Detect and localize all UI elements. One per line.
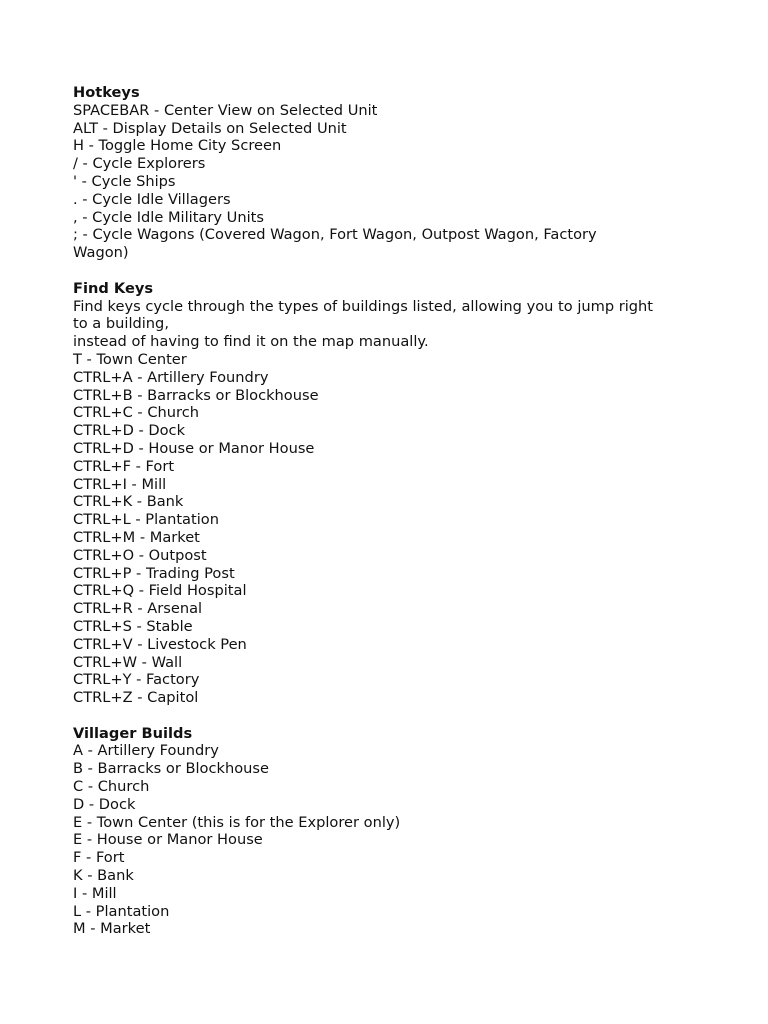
find-key-line: CTRL+I - Mill: [73, 475, 167, 493]
find-key-line: CTRL+O - Outpost: [73, 546, 207, 564]
find-key-line: CTRL+Z - Capitol: [73, 689, 199, 707]
hotkeys-section: [73, 84, 713, 262]
hotkey-line: H - Toggle Home City Screen: [73, 137, 282, 155]
hotkeys-heading: Hotkeys: [73, 84, 140, 101]
find-key-line: CTRL+Q - Field Hospital: [73, 582, 247, 600]
villager-build-line: E - Town Center (this is for the Explorer only): [73, 813, 401, 831]
find-key-line: CTRL+S - Stable: [73, 617, 193, 635]
villager-build-line: D - Dock: [73, 795, 136, 813]
hotkey-line: Wagon): [73, 244, 129, 262]
find-key-line: CTRL+M - Market: [73, 528, 200, 546]
find-key-line: CTRL+P - Trading Post: [73, 564, 235, 582]
find-key-line: CTRL+V - Livestock Pen: [73, 635, 247, 653]
villager-build-line: L - Plantation: [73, 902, 170, 920]
find-key-line: CTRL+F - Fort: [73, 457, 175, 475]
document-page: [73, 84, 713, 938]
find-keys-intro-line: to a building,: [73, 315, 169, 333]
hotkey-line: SPACEBAR - Center View on Selected Unit: [73, 101, 378, 119]
villager-build-line: C - Church: [73, 778, 150, 796]
villager-builds-section: [73, 725, 713, 939]
find-keys-section: [73, 280, 713, 707]
find-key-line: CTRL+K - Bank: [73, 493, 184, 511]
villager-build-line: E - House or Manor House: [73, 831, 263, 849]
hotkey-line: / - Cycle Explorers: [73, 155, 206, 173]
find-key-line: CTRL+L - Plantation: [73, 511, 219, 529]
find-key-line: CTRL+C - Church: [73, 404, 199, 422]
find-key-line: CTRL+B - Barracks or Blockhouse: [73, 386, 319, 404]
find-key-line: CTRL+R - Arsenal: [73, 600, 203, 618]
villager-builds-heading: Villager Builds: [73, 724, 193, 742]
find-key-line: CTRL+W - Wall: [73, 653, 183, 671]
villager-build-line: K - Bank: [73, 867, 134, 885]
hotkey-line: ; - Cycle Wagons (Covered Wagon, Fort Wagon, Outpost Wagon, Factory: [73, 226, 597, 244]
villager-build-line: I - Mill: [73, 884, 117, 902]
find-key-line: CTRL+D - Dock: [73, 422, 186, 440]
find-key-line: CTRL+Y - Factory: [73, 671, 200, 689]
find-keys-intro-line: Find keys cycle through the types of buildings listed, allowing you to jump right: [73, 297, 654, 315]
section-spacer: [73, 707, 713, 725]
villager-build-line: F - Fort: [73, 849, 125, 867]
find-keys-heading: Find Keys: [73, 279, 154, 297]
hotkey-line: , - Cycle Idle Military Units: [73, 208, 264, 226]
hotkey-line: . - Cycle Idle Villagers: [73, 190, 231, 208]
hotkey-line: ' - Cycle Ships: [73, 172, 176, 190]
find-key-line: CTRL+A - Artillery Foundry: [73, 368, 269, 386]
villager-build-line: A - Artillery Foundry: [73, 742, 219, 760]
find-keys-intro-line: instead of having to find it on the map manually.: [73, 333, 429, 351]
hotkey-line: ALT - Display Details on Selected Unit: [73, 119, 347, 137]
villager-build-line: B - Barracks or Blockhouse: [73, 760, 269, 778]
find-key-line: T - Town Center: [73, 350, 187, 368]
find-key-line: CTRL+D - House or Manor House: [73, 439, 315, 457]
villager-build-line: M - Market: [73, 920, 151, 938]
section-spacer: [73, 262, 713, 280]
